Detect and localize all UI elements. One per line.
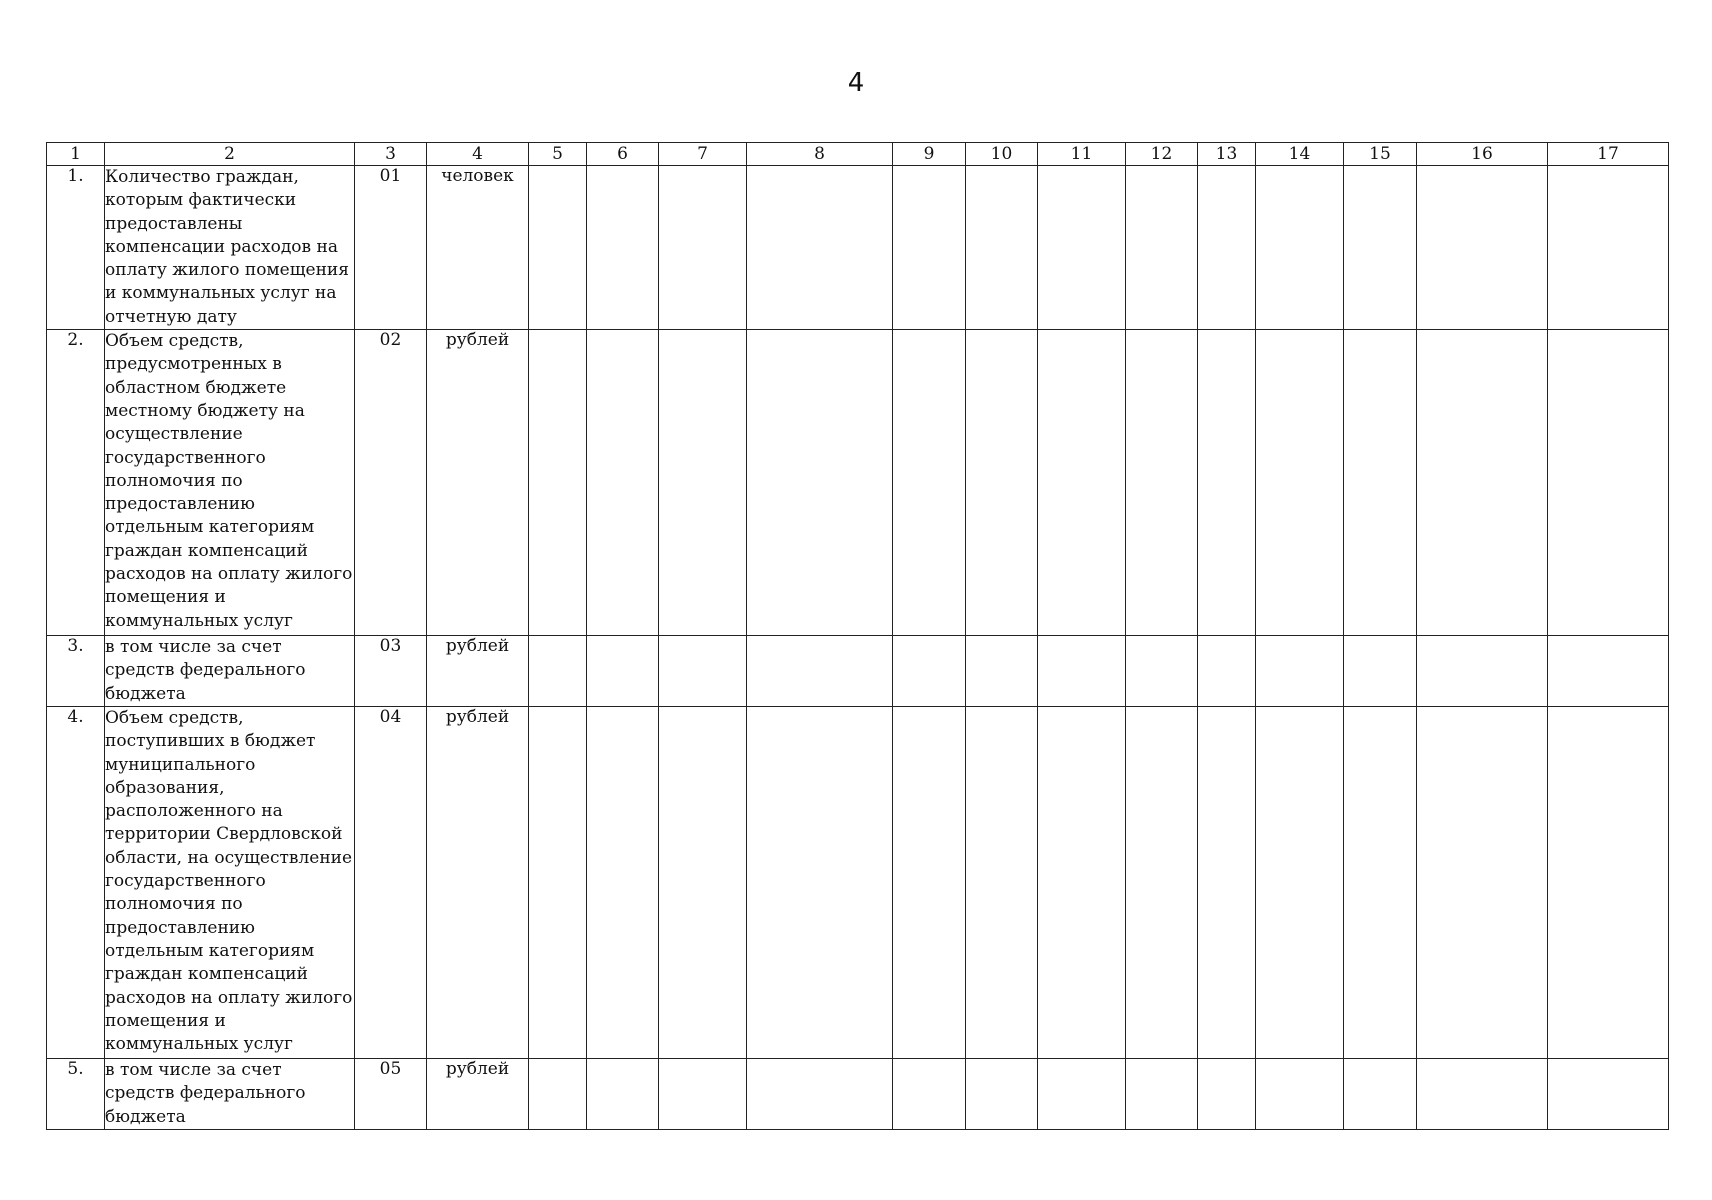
empty-cell (893, 706, 966, 1058)
empty-cell (659, 706, 747, 1058)
column-header: 6 (587, 143, 659, 166)
empty-cell (1344, 166, 1417, 330)
empty-cell (1198, 636, 1256, 707)
empty-cell (587, 636, 659, 707)
row-number: 3. (47, 636, 105, 707)
empty-cell (587, 330, 659, 636)
empty-cell (587, 166, 659, 330)
empty-cell (1417, 1058, 1548, 1129)
row-description: Объем средств, предусмотренных в областном бюджете местному бюджету на осуществление государственного полномочия по предоставлению отдельным категориям граждан компенсаций расходов на оплату жилого помещения и коммунальных услуг (105, 330, 355, 636)
empty-cell (966, 166, 1038, 330)
table-row (47, 706, 1669, 1058)
empty-cell (1198, 1058, 1256, 1129)
empty-cell (1256, 1058, 1344, 1129)
empty-cell (529, 330, 587, 636)
column-header: 3 (355, 143, 427, 166)
empty-cell (893, 636, 966, 707)
table-row (47, 166, 1669, 330)
empty-cell (747, 636, 893, 707)
empty-cell (1126, 330, 1198, 636)
empty-cell (1548, 1058, 1669, 1129)
empty-cell (966, 706, 1038, 1058)
empty-cell (1038, 706, 1126, 1058)
empty-cell (1198, 166, 1256, 330)
row-description: Объем средств, поступивших в бюджет муниципального образования, расположенного на территории Свердловской области, на осуществление государственного полномочия по предоставлению отдельным категориям граждан компенсаций расходов на оплату жилого помещения и коммунальных услуг (105, 706, 355, 1058)
empty-cell (1417, 330, 1548, 636)
empty-cell (1038, 330, 1126, 636)
empty-cell (587, 706, 659, 1058)
row-unit: рублей (427, 636, 529, 707)
row-unit: человек (427, 166, 529, 330)
empty-cell (529, 166, 587, 330)
empty-cell (1417, 636, 1548, 707)
empty-cell (1344, 636, 1417, 707)
empty-cell (1548, 636, 1669, 707)
empty-cell (1256, 166, 1344, 330)
column-header: 4 (427, 143, 529, 166)
column-header: 1 (47, 143, 105, 166)
page-number: 4 (847, 68, 865, 98)
empty-cell (1198, 330, 1256, 636)
empty-cell (966, 636, 1038, 707)
empty-cell (659, 166, 747, 330)
empty-cell (893, 1058, 966, 1129)
row-unit: рублей (427, 330, 529, 636)
empty-cell (966, 1058, 1038, 1129)
empty-cell (1126, 706, 1198, 1058)
empty-cell (659, 636, 747, 707)
empty-cell (1548, 166, 1669, 330)
column-header: 8 (747, 143, 893, 166)
empty-cell (1256, 330, 1344, 636)
empty-cell (893, 166, 966, 330)
row-description: в том числе за счет средств федерального бюджета (105, 1058, 355, 1129)
column-header: 9 (893, 143, 966, 166)
row-code: 03 (355, 636, 427, 707)
column-number-header-row (47, 143, 1669, 166)
empty-cell (747, 330, 893, 636)
empty-cell (1126, 636, 1198, 707)
report-table (46, 142, 1669, 1130)
column-header: 7 (659, 143, 747, 166)
empty-cell (529, 706, 587, 1058)
row-description: Количество граждан, которым фактически предоставлены компенсации расходов на оплату жилого помещения и коммунальных услуг на отчетную дату (105, 166, 355, 330)
column-header: 16 (1417, 143, 1548, 166)
row-number: 1. (47, 166, 105, 330)
empty-cell (1256, 706, 1344, 1058)
row-unit: рублей (427, 1058, 529, 1129)
empty-cell (659, 1058, 747, 1129)
table-row (47, 636, 1669, 707)
empty-cell (1344, 706, 1417, 1058)
column-header: 12 (1126, 143, 1198, 166)
empty-cell (1038, 636, 1126, 707)
empty-cell (1038, 166, 1126, 330)
empty-cell (1256, 636, 1344, 707)
empty-cell (1417, 706, 1548, 1058)
column-header: 17 (1548, 143, 1669, 166)
empty-cell (747, 1058, 893, 1129)
column-header: 5 (529, 143, 587, 166)
empty-cell (1417, 166, 1548, 330)
column-header: 14 (1256, 143, 1344, 166)
empty-cell (747, 166, 893, 330)
empty-cell (1344, 1058, 1417, 1129)
empty-cell (747, 706, 893, 1058)
empty-cell (1038, 1058, 1126, 1129)
empty-cell (1198, 706, 1256, 1058)
empty-cell (966, 330, 1038, 636)
row-unit: рублей (427, 706, 529, 1058)
empty-cell (1344, 330, 1417, 636)
row-number: 2. (47, 330, 105, 636)
empty-cell (1126, 166, 1198, 330)
table-row (47, 330, 1669, 636)
empty-cell (587, 1058, 659, 1129)
empty-cell (1548, 330, 1669, 636)
empty-cell (893, 330, 966, 636)
empty-cell (1548, 706, 1669, 1058)
table-row (47, 1058, 1669, 1129)
row-code: 02 (355, 330, 427, 636)
row-code: 04 (355, 706, 427, 1058)
column-header: 11 (1038, 143, 1126, 166)
empty-cell (1126, 1058, 1198, 1129)
row-code: 05 (355, 1058, 427, 1129)
row-description: в том числе за счет средств федерального бюджета (105, 636, 355, 707)
column-header: 13 (1198, 143, 1256, 166)
empty-cell (529, 1058, 587, 1129)
row-code: 01 (355, 166, 427, 330)
column-header: 15 (1344, 143, 1417, 166)
row-number: 4. (47, 706, 105, 1058)
row-number: 5. (47, 1058, 105, 1129)
column-header: 2 (105, 143, 355, 166)
empty-cell (529, 636, 587, 707)
empty-cell (659, 330, 747, 636)
column-header: 10 (966, 143, 1038, 166)
